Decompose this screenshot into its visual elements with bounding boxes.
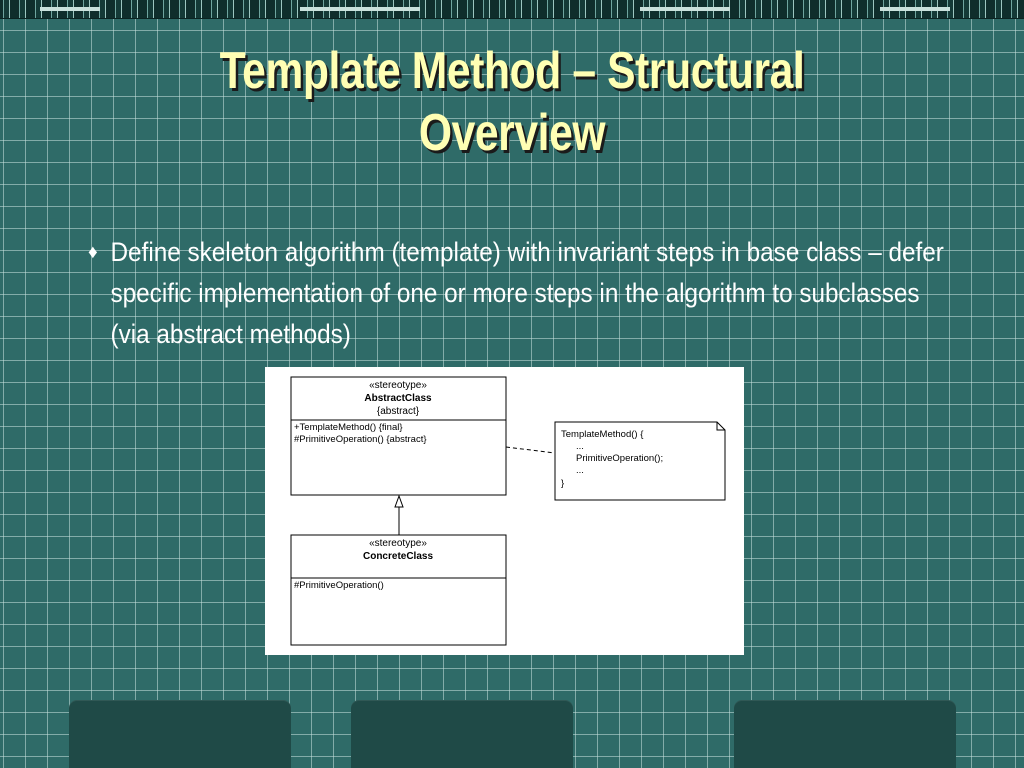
concrete-class-box [291, 535, 506, 645]
concrete-class-operation: #PrimitiveOperation() [294, 580, 384, 591]
slide-title-line2: Overview [418, 104, 606, 162]
concrete-class-name: ConcreteClass [362, 551, 434, 562]
footer-panel-left [69, 700, 291, 768]
circuit-trace [300, 7, 420, 11]
abstract-class-name: AbstractClass [364, 393, 432, 404]
concrete-class-stereotype: «stereotype» [369, 538, 427, 549]
bullet-item [88, 232, 944, 355]
footer-panel-right [734, 700, 956, 768]
abstract-class-operation: +TemplateMethod() {final} [294, 422, 403, 433]
note-line: } [561, 478, 565, 489]
decorative-circuit-band [0, 0, 1024, 19]
diamond-bullet-icon: ♦ [88, 242, 98, 263]
abstract-class-stereotype: «stereotype» [369, 380, 427, 391]
bullet-text: Define skeleton algorithm (template) with invariant steps in base class – defer specific implementation of one or more steps in the algorithm to subclasses (via abstract methods) [110, 237, 944, 349]
note-connector [506, 447, 555, 453]
slide-title-line1: Template Method – Structural [219, 42, 805, 100]
note-line: TemplateMethod() { [561, 429, 644, 440]
abstract-class-box [291, 377, 506, 495]
note-line: PrimitiveOperation(); [576, 453, 664, 464]
circuit-trace [40, 7, 100, 11]
note-line: ... [576, 465, 584, 476]
circuit-trace [640, 7, 730, 11]
abstract-class-property: {abstract} [376, 406, 420, 417]
template-method-note [555, 422, 725, 500]
slide-title [92, 40, 932, 164]
uml-class-diagram [265, 367, 744, 655]
abstract-class-operation: #PrimitiveOperation() {abstract} [294, 434, 427, 445]
generalization-arrow [395, 496, 403, 535]
footer-panel-center [351, 700, 573, 768]
note-line: ... [576, 441, 584, 452]
uml-diagram-canvas [265, 367, 744, 655]
circuit-trace [880, 7, 950, 11]
